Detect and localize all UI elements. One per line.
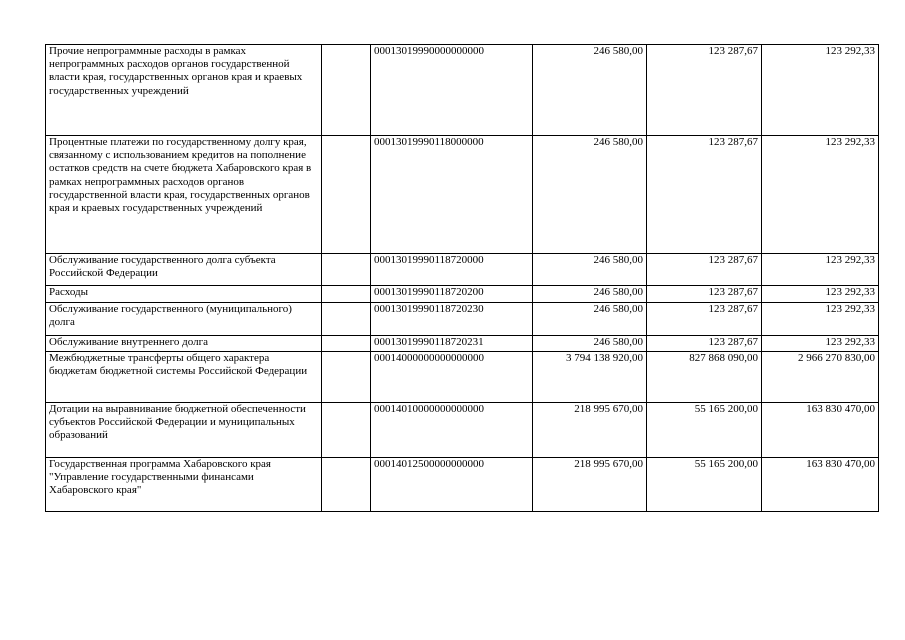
row-code-cell: 00013019990118000000 (371, 136, 533, 254)
row-code-cell: 00014000000000000000 (371, 352, 533, 403)
table-row (46, 303, 879, 336)
row-code-cell: 00013019990118720230 (371, 303, 533, 336)
row-value-2-cell: 123 287,67 (647, 286, 762, 303)
table-row (46, 136, 879, 254)
table-row (46, 458, 879, 512)
row-name-cell: Дотации на выравнивание бюджетной обеспеченности субъектов Российской Федерации и муниципальных образований (46, 403, 322, 458)
row-value-2-cell: 123 287,67 (647, 45, 762, 136)
row-value-3-cell: 123 292,33 (762, 303, 879, 336)
empty-cell (322, 458, 371, 512)
row-name-cell: Обслуживание государственного долга субъекта Российской Федерации (46, 254, 322, 286)
budget-table (45, 44, 879, 512)
empty-cell (322, 403, 371, 458)
table-row (46, 286, 879, 303)
table-row (46, 254, 879, 286)
row-value-3-cell: 123 292,33 (762, 136, 879, 254)
row-value-3-cell: 163 830 470,00 (762, 403, 879, 458)
row-value-1-cell: 246 580,00 (533, 336, 647, 352)
empty-cell (322, 286, 371, 303)
row-value-3-cell: 123 292,33 (762, 254, 879, 286)
empty-cell (322, 303, 371, 336)
row-name-cell: Расходы (46, 286, 322, 303)
row-name-cell: Обслуживание государственного (муниципального) долга (46, 303, 322, 336)
row-value-3-cell: 163 830 470,00 (762, 458, 879, 512)
row-value-1-cell: 218 995 670,00 (533, 458, 647, 512)
row-code-cell: 00014012500000000000 (371, 458, 533, 512)
row-value-1-cell: 246 580,00 (533, 303, 647, 336)
row-name-cell: Межбюджетные трансферты общего характера бюджетам бюджетной системы Российской Федерации (46, 352, 322, 403)
row-name-cell: Процентные платежи по государственному долгу края, связанному с использованием кредитов на пополнение остатков средств на счете бюджета Хабаровского края в рамках непрограммных расходов органов государственной власти края, государственных органов края и краевых государственных учреждений (46, 136, 322, 254)
row-value-3-cell: 123 292,33 (762, 336, 879, 352)
row-value-1-cell: 246 580,00 (533, 286, 647, 303)
row-value-3-cell: 123 292,33 (762, 286, 879, 303)
table-row (46, 403, 879, 458)
row-name-cell: Прочие непрограммные расходы в рамках непрограммных расходов органов государственной власти края, государственных органов края и краевых государственных учреждений (46, 45, 322, 136)
row-value-1-cell: 246 580,00 (533, 254, 647, 286)
row-code-cell: 00013019990118720200 (371, 286, 533, 303)
table-row (46, 352, 879, 403)
row-value-1-cell: 246 580,00 (533, 136, 647, 254)
row-code-cell: 00014010000000000000 (371, 403, 533, 458)
empty-cell (322, 136, 371, 254)
row-name-cell: Государственная программа Хабаровского края "Управление государственными финансами Хабаровского края" (46, 458, 322, 512)
table-row (46, 336, 879, 352)
row-code-cell: 00013019990118720000 (371, 254, 533, 286)
row-value-2-cell: 123 287,67 (647, 336, 762, 352)
empty-cell (322, 254, 371, 286)
row-code-cell: 00013019990118720231 (371, 336, 533, 352)
empty-cell (322, 352, 371, 403)
row-value-3-cell: 123 292,33 (762, 45, 879, 136)
row-value-2-cell: 55 165 200,00 (647, 458, 762, 512)
row-value-2-cell: 55 165 200,00 (647, 403, 762, 458)
row-value-1-cell: 246 580,00 (533, 45, 647, 136)
row-value-2-cell: 123 287,67 (647, 303, 762, 336)
row-value-3-cell: 2 966 270 830,00 (762, 352, 879, 403)
table-row (46, 45, 879, 136)
empty-cell (322, 45, 371, 136)
row-name-cell: Обслуживание внутреннего долга (46, 336, 322, 352)
row-value-1-cell: 218 995 670,00 (533, 403, 647, 458)
row-code-cell: 00013019990000000000 (371, 45, 533, 136)
row-value-2-cell: 123 287,67 (647, 136, 762, 254)
row-value-1-cell: 3 794 138 920,00 (533, 352, 647, 403)
row-value-2-cell: 827 868 090,00 (647, 352, 762, 403)
empty-cell (322, 336, 371, 352)
row-value-2-cell: 123 287,67 (647, 254, 762, 286)
